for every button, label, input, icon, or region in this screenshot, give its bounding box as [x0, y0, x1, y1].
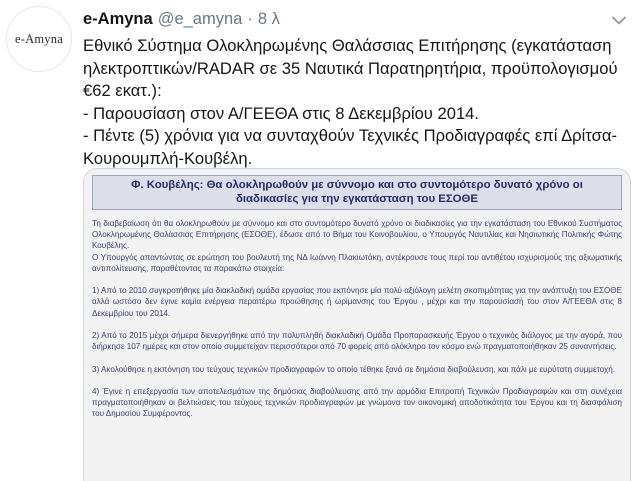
document-image: [84, 169, 630, 481]
document-body: [92, 218, 622, 420]
document-paragraph: Τη διαβεβαίωση ότι θα ολοκληρωθούν με σύννομο και στο συντομότερο δυνατό χρόνο οι διαδικασίες για την εγκατάσταση του Εθνικού Συστήματος Ολοκληρωμένης Θαλάσσιας Επιτήρησης (ΕΣΟΘΕ), έδωσε από το Βήμα του Κοινοβουλίου, ο Υπουργός Ναυτιλίας και Νησιωτικής Πολιτικής Φώτης Κουβέλης.: [92, 219, 622, 251]
tweet-header: [83, 10, 600, 32]
author-handle[interactable]: @e_amyna: [157, 10, 243, 28]
document-paragraph: 4) Έγινε η επεξεργασία των αποτελεσμάτων της δημόσιας διαβούλευσης από την αρμόδια Επιτροπή Τεχνικών Προδιαγραφών και στη συνέχεια πραγματοποιήθηκαν οι βελτιώσεις του τεύχους τεχνικών προδιαγραφών με γνώμονα τον οικονομική αποδοτικότητα του Έργου και τη διασφάλιση του Δημοσίου Συμφέροντος.: [92, 386, 622, 419]
avatar-label: e-Amyna: [15, 31, 63, 46]
author-name[interactable]: e-Amyna: [83, 10, 153, 28]
document-paragraph: 2) Από το 2015 μέχρι σήμερα διενεργήθηκε από την πολυπληθή διακλαδική Ομάδα Προπαρασκευής Έργου ο τεχνικός διάλογος με την αγορά, που διήρκησε 107 ημέρες και στον οποίο συμμετείχαν περισσότεροι από 70 φορείς από ολόκληρο τον κόσμο ενώ πραγματοποιήθηκαν 25 συναντήσεις.: [92, 331, 622, 352]
document-title: Φ. Κουβέλης: Θα ολοκληρωθούν με σύννομο και στο συντομότερο δυνατό χρόνο οι διαδικασίες για την εγκατάσταση του ΕΣΟΘΕ: [92, 175, 622, 210]
document-paragraph: 3) Ακολούθησε η εκπόνηση του τεύχους τεχνικών προδιαγραφών το οποίο τέθηκε ξανά σε δημόσια διαβούλευση, και πάλι με ευρύτατη συμμετοχή.: [92, 364, 615, 374]
tweet-media[interactable]: [83, 168, 631, 481]
tweet-timestamp[interactable]: 8 λ: [257, 10, 280, 28]
avatar[interactable]: [6, 6, 72, 72]
document-paragraph: Ο Υπουργός απαντώντας σε ερώτηση του βουλευτή της ΝΔ Ιωάννη Πλακιωτάκη, αντέκρουσε τους περί του αντιθέτου ισχυρισμούς της αξιωματικής αντιπολίτευσης, παραθέτοντας τα παρακάτω στοιχεία:: [92, 252, 622, 273]
separator-dot: ·: [247, 10, 253, 28]
tweet-text: Εθνικό Σύστημα Ολοκληρωμένης Θαλάσσιας Επιτήρησης (εγκατάσταση ηλεκτροπτικών/RADAR σε 35 Ναυτικά Παρατηρητήρια, προϋπολογισμού €62 εκατ.): - Παρουσίαση στον Α/ΓΕΕΘΑ στις 8 Δεκεμβρίου 2014. - Πέντε (5) χρόνια για να συνταχθούν Τεχνικές Προδιαγραφές επί Δρίτσα-Κουρουμπλή-Κουβέλη.: [83, 36, 618, 168]
chevron-down-icon[interactable]: [608, 9, 630, 31]
document-paragraph: 1) Από το 2010 συγκροτήθηκε μία διακλαδική ομάδα εργασίας που εκπόνησε μία πολύ αξιόλογη μελέτη σκοπιμότητας για την ανάπτυξη του ΕΣΟΘΕ αλλά ωστόσο δεν έγινε καμία ενέργεια περαιτέρω προώθησης ή ωρίμανσης του Έργου , μέχρι και την παρουσίασή του στον Α/ΓΕΕΘΑ στις 8 Δεκεμβρίου του 2014.: [92, 286, 622, 318]
